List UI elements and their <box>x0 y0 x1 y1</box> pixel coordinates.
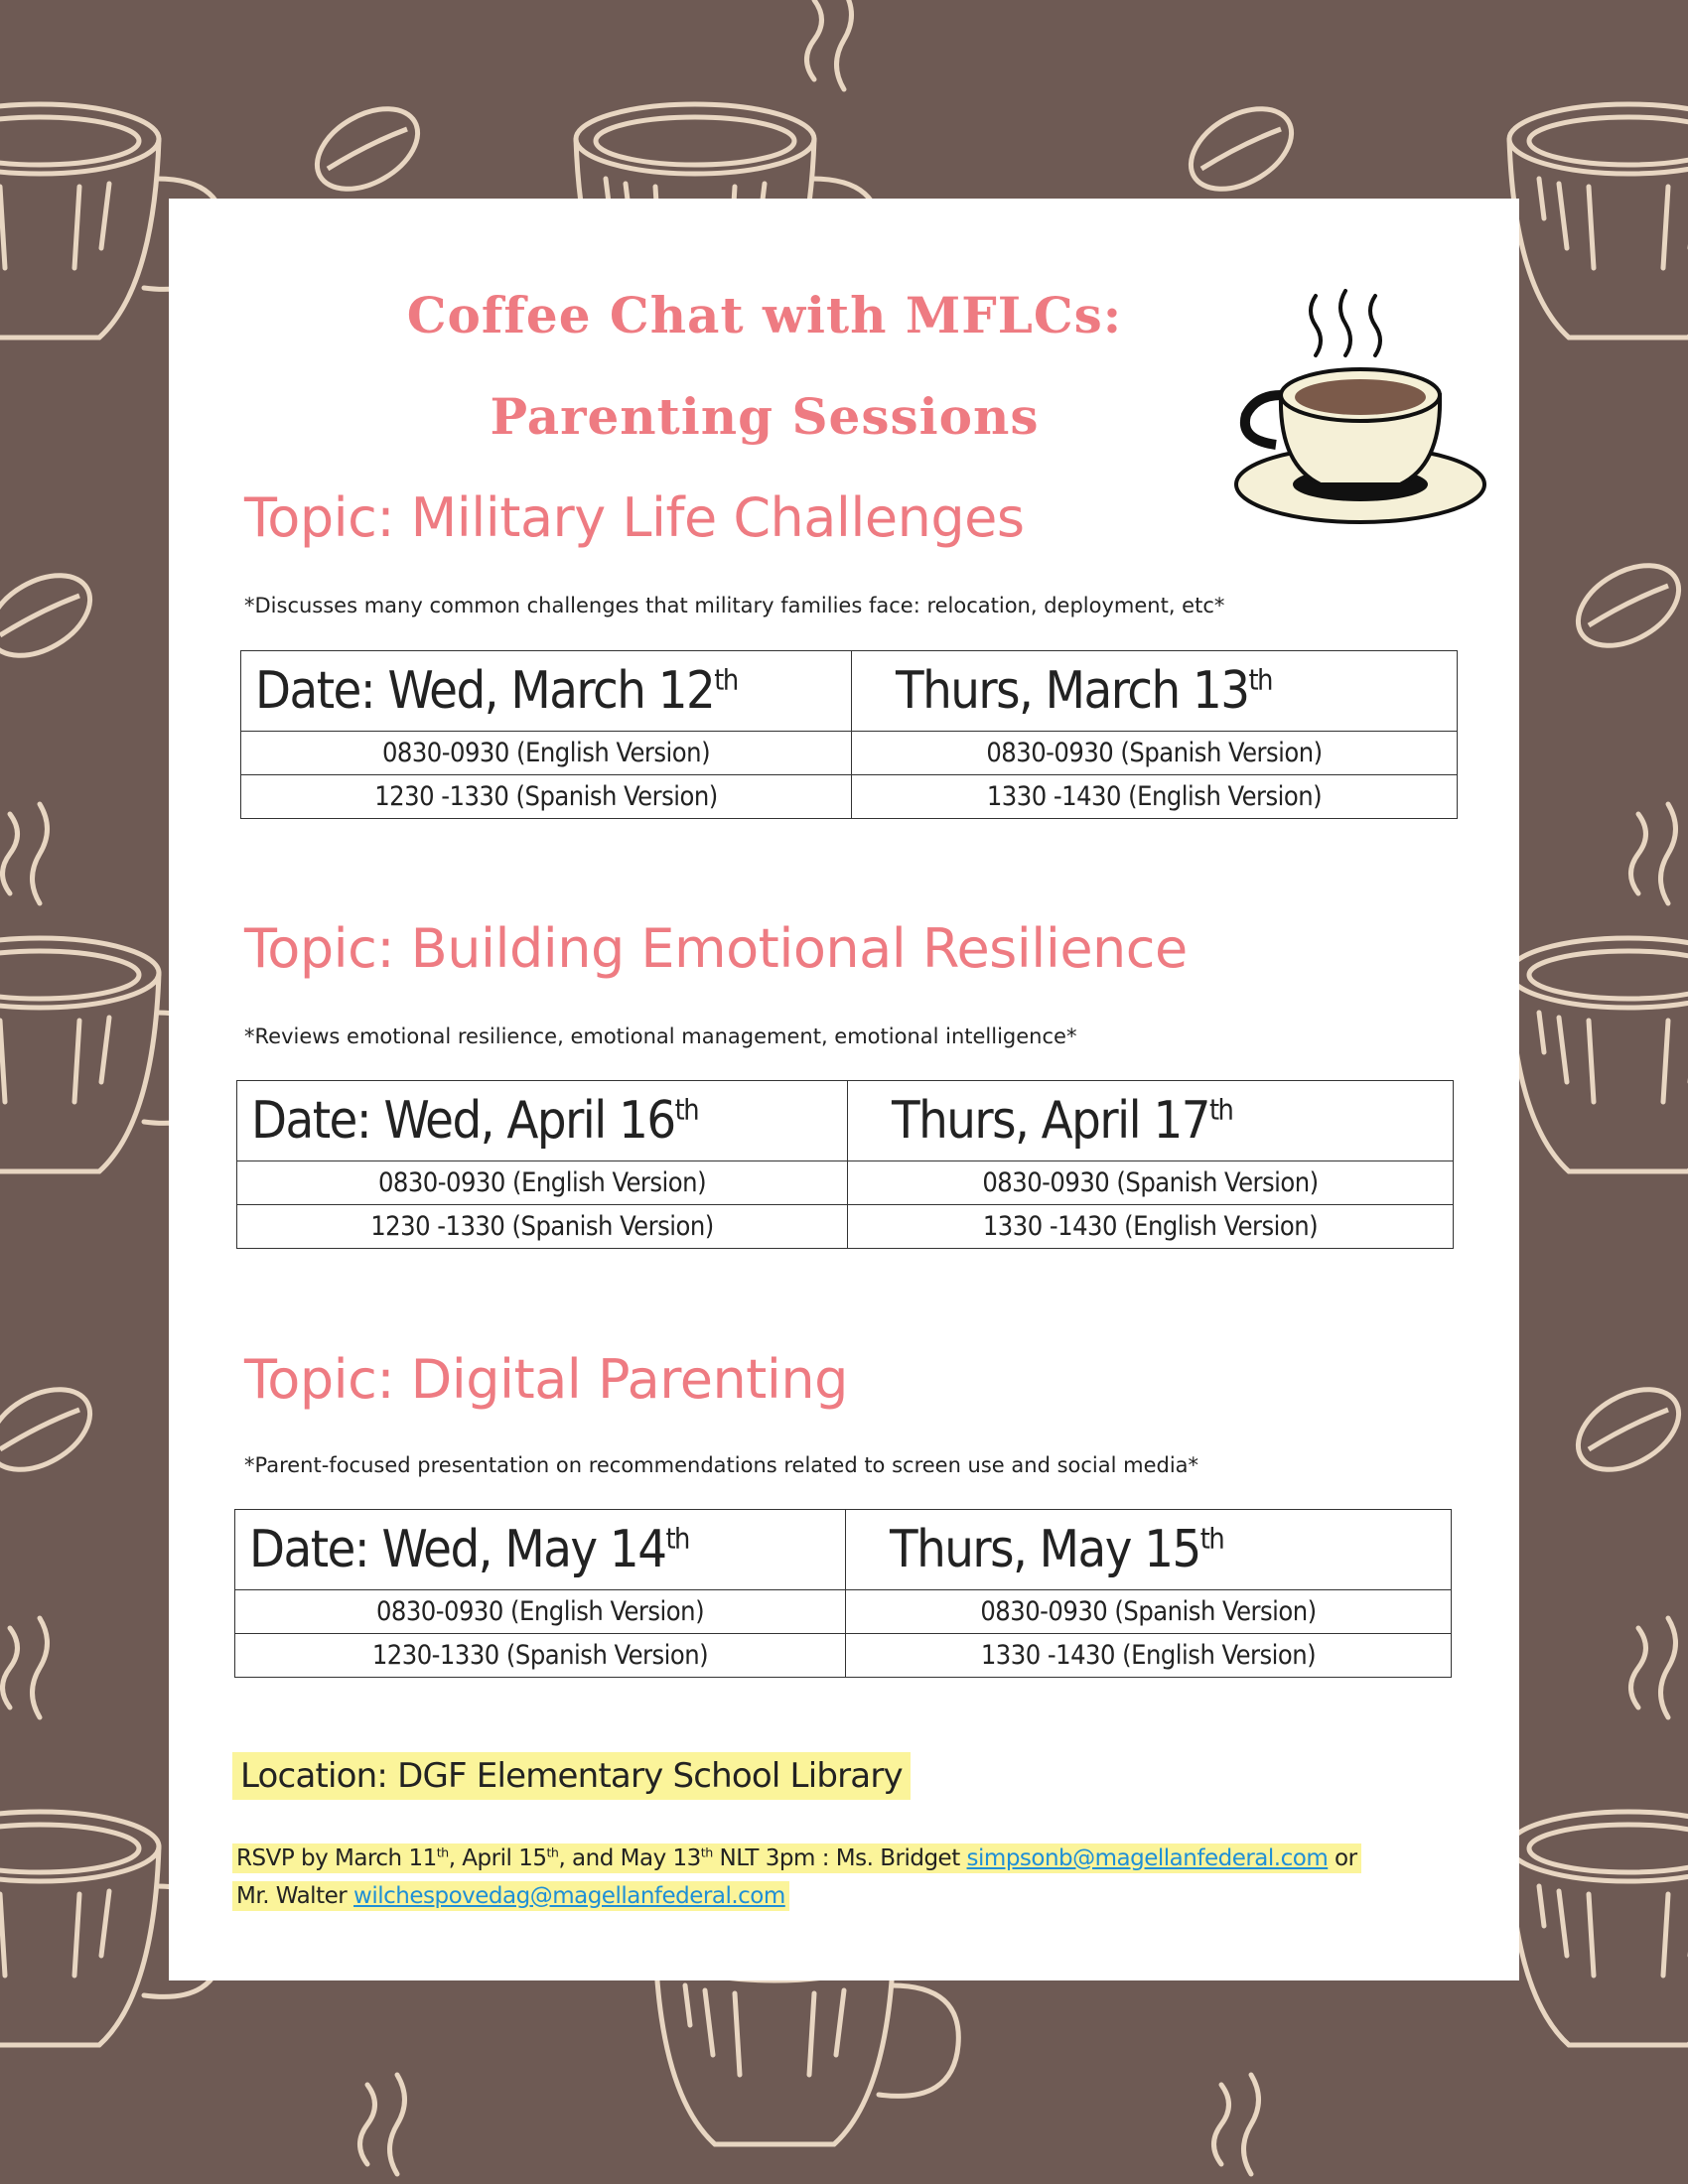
location-text: Location: DGF Elementary School Library <box>232 1752 911 1800</box>
time-slot: 1230-1330 (Spanish Version) <box>235 1634 846 1678</box>
email-link-walter[interactable]: wilchespovedag@magellanfederal.com <box>353 1882 785 1909</box>
schedule-table <box>236 1080 1454 1249</box>
time-slot: 1230 -1330 (Spanish Version) <box>241 775 852 819</box>
topic-description: *Discusses many common challenges that military families face: relocation, deployment, etc* <box>244 594 1225 617</box>
time-slot: 0830-0930 (Spanish Version) <box>848 1161 1454 1205</box>
schedule-table <box>240 650 1458 819</box>
date-header-day2: Thurs, March 13th <box>852 651 1458 732</box>
rsvp-text <box>232 1834 1474 1915</box>
flyer-card <box>169 199 1519 1980</box>
coffee-cup-icon <box>1221 286 1489 534</box>
time-slot: 1330 -1430 (English Version) <box>846 1634 1452 1678</box>
time-slot: 0830-0930 (English Version) <box>237 1161 848 1205</box>
time-slot: 1330 -1430 (English Version) <box>852 775 1458 819</box>
date-header-day1: Date: Wed, May 14th <box>235 1510 846 1590</box>
flyer-title-line-1: Coffee Chat with MFLCs: <box>406 286 1123 344</box>
date-header-day2: Thurs, April 17th <box>848 1081 1454 1161</box>
date-header-day2: Thurs, May 15th <box>846 1510 1452 1590</box>
rsvp-highlight: RSVP by March 11th, April 15th, and May 13th NLT 3pm : Ms. Bridget simpsonb@magellanfederal.com or <box>232 1843 1361 1873</box>
time-slot: 1330 -1430 (English Version) <box>848 1205 1454 1249</box>
flyer-title-line-2: Parenting Sessions <box>490 387 1040 446</box>
rsvp-highlight: Mr. Walter wilchespovedag@magellanfederal.com <box>232 1881 789 1911</box>
topic-heading: Topic: Digital Parenting <box>244 1348 848 1411</box>
email-link-bridget[interactable]: simpsonb@magellanfederal.com <box>966 1844 1329 1871</box>
topic-description: *Parent-focused presentation on recommendations related to screen use and social media* <box>244 1453 1199 1477</box>
time-slot: 0830-0930 (English Version) <box>241 732 852 775</box>
date-header-day1: Date: Wed, April 16th <box>237 1081 848 1161</box>
topic-heading: Topic: Building Emotional Resilience <box>244 917 1188 980</box>
topic-heading: Topic: Military Life Challenges <box>244 486 1025 549</box>
time-slot: 0830-0930 (Spanish Version) <box>846 1590 1452 1634</box>
time-slot: 0830-0930 (Spanish Version) <box>852 732 1458 775</box>
topic-description: *Reviews emotional resilience, emotional management, emotional intelligence* <box>244 1024 1077 1048</box>
schedule-table <box>234 1509 1452 1678</box>
time-slot: 0830-0930 (English Version) <box>235 1590 846 1634</box>
date-header-day1: Date: Wed, March 12th <box>241 651 852 732</box>
time-slot: 1230 -1330 (Spanish Version) <box>237 1205 848 1249</box>
